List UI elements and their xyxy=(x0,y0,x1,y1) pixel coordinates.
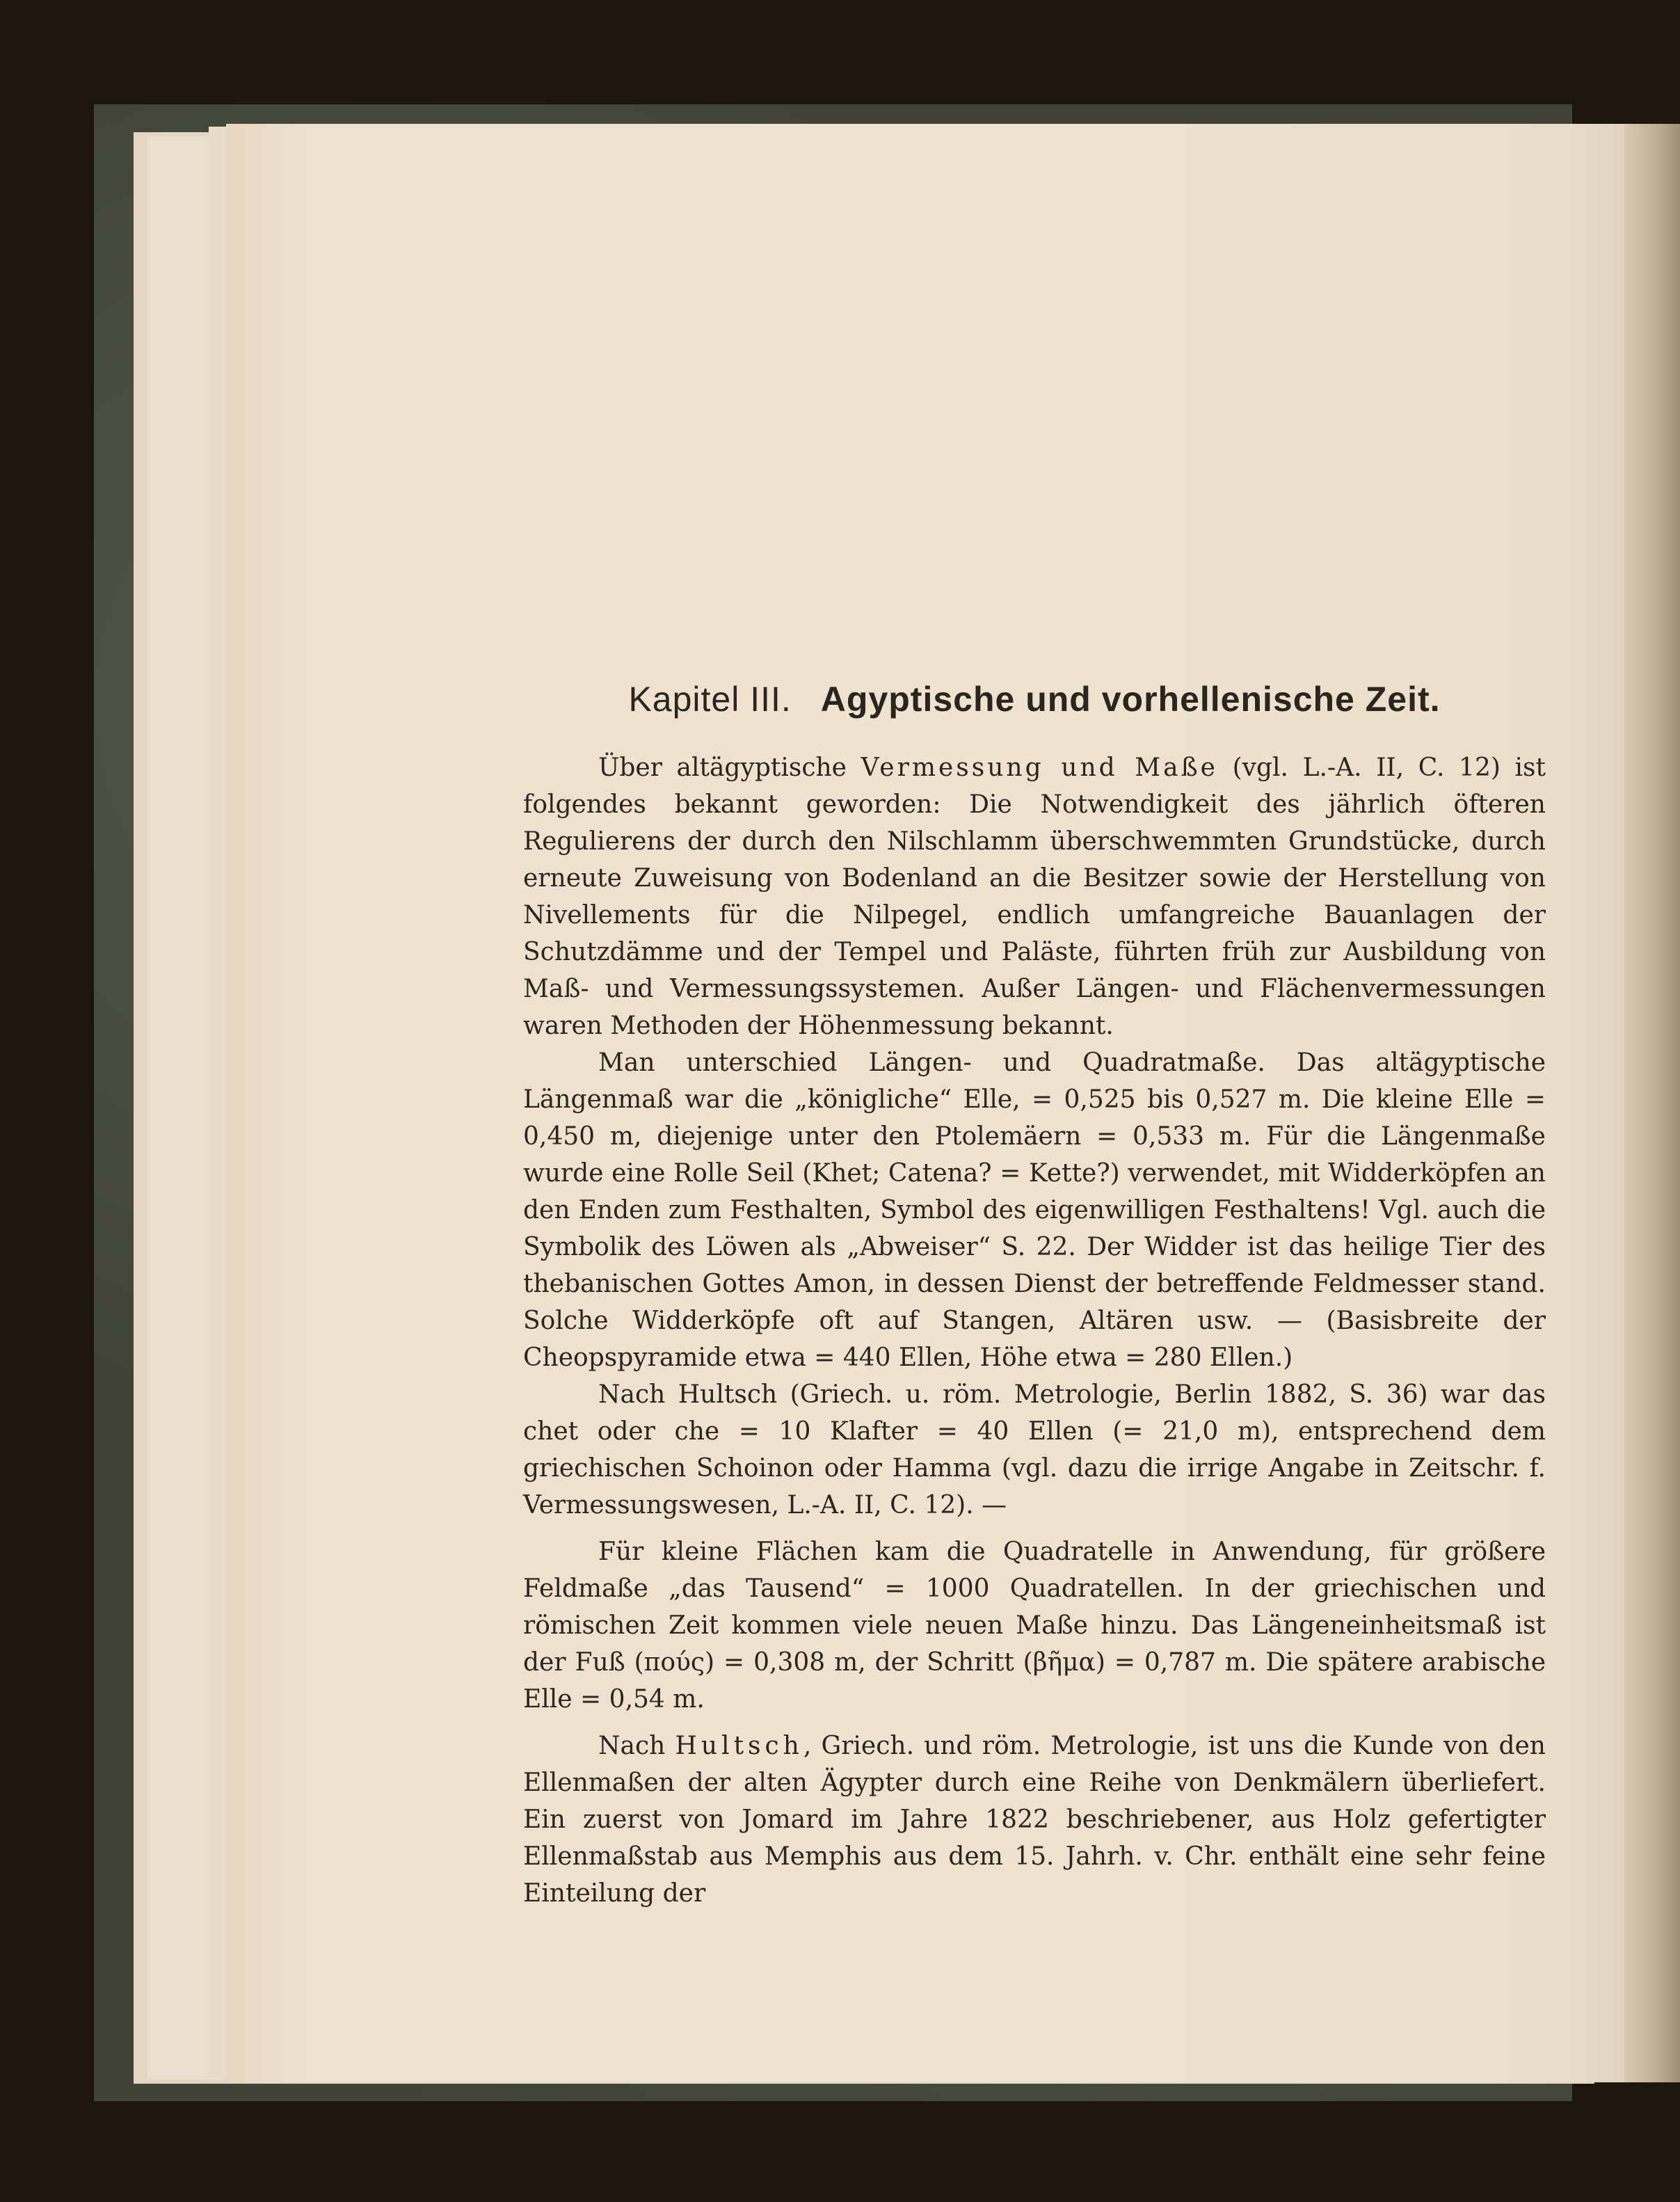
paragraph-2: Man unterschied Längen- und Quadratmaße. Das altägyptische Längenmaß war die „königliche“ Elle, = 0,525 bis 0,527 m. Die kleine Elle = 0,450 m, diejenige unter den Ptolemäern = 0,533 m. Für die Längenmaße wurde eine Rolle Seil (Khet; Catena? = Kette?) verwendet, mit Widderköpfen an den Enden zum Festhalten, Symbol des eigenwilligen Festhaltens! Vgl. auch die Symbolik des Löwen als „Abweiser“ S. 22. Der Widder ist das heilige Tier des thebanischen Gottes Amon, in dessen Dienst der betreffende Feldmesser stand. Solche Widderköpfe oft auf Stangen, Altären usw. — (Basisbreite der Cheopspyramide etwa = 440 Ellen, Höhe etwa = 280 Ellen.) xyxy=(523,1048,1546,1372)
spaced-emphasis-hultsch: Hultsch xyxy=(675,1732,803,1760)
spine-shadow xyxy=(1624,124,1680,2082)
chapter-heading xyxy=(523,678,1546,720)
chapter-title: Agyptische und vorhellenische Zeit. xyxy=(820,680,1441,719)
paragraph-1-text-start: Über altägyptische xyxy=(598,753,861,782)
spaced-emphasis-vermessung: Vermessung und Maße xyxy=(861,753,1218,782)
paragraph-3: Nach Hultsch (Griech. u. röm. Metrologie, Berlin 1882, S. 36) war das chet oder che = 10 Klafter = 40 Ellen (= 21,0 m), entsprechend dem griechischen Schoinon oder Hamma (vgl. dazu die irrige Angabe in Zeitschr. f. Vermessungswesen, L.-A. II, C. 12). — xyxy=(523,1380,1546,1519)
paragraph-1-text-rest: (vgl. L.-A. II, C. 12) ist folgendes bekannt geworden: Die Notwendigkeit des jährlich öfteren Regulierens der durch den Nilschlamm überschwemmten Grundstücke, durch erneute Zuweisung von Bodenland an die Besitzer sowie der Herstellung von Nivellements für die Nilpegel, endlich umfangreiche Bauanlagen der Schutzdämme und der Tempel und Paläste, führten früh zur Ausbildung von Maß- und Vermessungssystemen. Außer Längen- und Flächenvermessungen waren Methoden der Höhenmessung bekannt. xyxy=(523,753,1546,1040)
paragraph-5-text-rest: , Griech. und röm. Metrologie, ist uns die Kunde von den Ellenmaßen der alten Ägypter durch eine Reihe von Denkmälern überliefert. Ein zuerst von Jomard im Jahre 1822 beschriebener, aus Holz gefertigter Ellenmaßstab aus Memphis aus dem 15. Jahrh. v. Chr. enthält eine sehr feine Einteilung der xyxy=(523,1732,1546,1908)
paragraph-5-text-start: Nach xyxy=(598,1732,675,1760)
chapter-label: Kapitel III. xyxy=(628,680,792,719)
paragraph-4: Für kleine Flächen kam die Quadratelle in Anwendung, für größere Feldmaße „das Tausend“ = 1000 Quadratellen. In der griechischen und römischen Zeit kommen viele neuen Maße hinzu. Das Längeneinheitsmaß ist der Fuß (πούς) = 0,308 m, der Schritt (βῆμα) = 0,787 m. Die spätere arabische Elle = 0,54 m. xyxy=(523,1538,1546,1714)
page-text-block xyxy=(523,678,1546,1912)
paragraph-5 xyxy=(523,1728,1546,1912)
paragraph-1 xyxy=(523,749,1546,1044)
